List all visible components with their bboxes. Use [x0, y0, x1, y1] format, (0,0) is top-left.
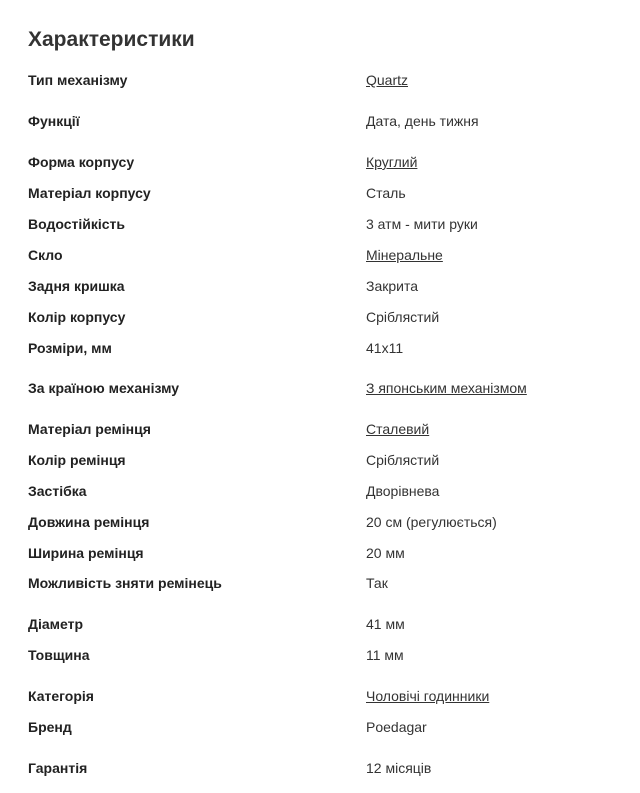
- spec-row-strap-width: [0, 541, 640, 565]
- spec-label: Категорія: [28, 688, 94, 704]
- spec-value: 11 мм: [366, 647, 404, 663]
- spec-value: Сталь: [366, 185, 406, 201]
- spec-label: За країною механізму: [28, 380, 180, 396]
- spec-value-link[interactable]: Мінеральне: [366, 247, 443, 263]
- spec-value: 20 мм: [366, 545, 405, 561]
- spec-label: Гарантія: [28, 760, 88, 776]
- spec-label: Ширина ремінця: [28, 545, 144, 561]
- spec-value: Закрита: [366, 278, 419, 294]
- spec-value-link[interactable]: Сталевий: [366, 421, 430, 437]
- spec-label: Діаметр: [28, 616, 84, 632]
- spec-value: Так: [366, 575, 388, 591]
- spec-label: Можливість зняти ремінець: [28, 575, 222, 591]
- spec-row-glass: [0, 243, 640, 267]
- spec-row-dimensions: [0, 336, 640, 360]
- spec-label: Колір ремінця: [28, 452, 126, 468]
- spec-value-link[interactable]: Чоловічі годинники: [366, 688, 490, 704]
- spec-row-case-shape: [0, 150, 640, 174]
- spec-row-movement-country: [0, 376, 640, 400]
- spec-row-brand: [0, 715, 640, 739]
- spec-label: Матеріал корпусу: [28, 185, 151, 201]
- spec-row-thickness: [0, 643, 640, 667]
- spec-label: Тип механізму: [28, 72, 128, 88]
- spec-row-strap-length: [0, 510, 640, 534]
- spec-row-case-color: [0, 305, 640, 329]
- spec-label: Розміри, мм: [28, 340, 112, 356]
- spec-row-water-resistance: [0, 212, 640, 236]
- spec-row-strap-material: [0, 417, 640, 441]
- section-title: Характеристики: [28, 28, 195, 51]
- spec-value: 20 см (регулюється): [366, 514, 497, 530]
- spec-value-link[interactable]: З японським механізмом: [366, 380, 527, 396]
- spec-value: 41 мм: [366, 616, 405, 632]
- spec-value: 41x11: [366, 340, 404, 356]
- spec-label: Функції: [28, 113, 80, 129]
- spec-row-strap-color: [0, 448, 640, 472]
- spec-value: Сріблястий: [366, 452, 440, 468]
- spec-row-category: [0, 684, 640, 708]
- spec-row-removable-strap: [0, 571, 640, 595]
- spec-row-movement-type: [0, 68, 640, 92]
- spec-label: Застібка: [28, 483, 87, 499]
- spec-label: Бренд: [28, 719, 72, 735]
- spec-value: Дата, день тижня: [366, 113, 479, 129]
- spec-label: Водостійкість: [28, 216, 126, 232]
- spec-value: Дворівнева: [366, 483, 440, 499]
- spec-value: Poedagar: [366, 719, 427, 735]
- spec-row-clasp: [0, 479, 640, 503]
- spec-value: 12 місяців: [366, 760, 432, 776]
- spec-label: Товщина: [28, 647, 90, 663]
- spec-value-link[interactable]: Круглий: [366, 154, 418, 170]
- spec-row-functions: [0, 109, 640, 133]
- spec-row-warranty: [0, 756, 640, 780]
- spec-value-link[interactable]: Quartz: [366, 72, 409, 88]
- spec-row-case-material: [0, 181, 640, 205]
- spec-label: Колір корпусу: [28, 309, 126, 325]
- spec-value: Сріблястий: [366, 309, 440, 325]
- spec-row-diameter: [0, 612, 640, 636]
- spec-label: Матеріал ремінця: [28, 421, 151, 437]
- spec-label: Задня кришка: [28, 278, 125, 294]
- spec-row-case-back: [0, 274, 640, 298]
- spec-value: 3 атм - мити руки: [366, 216, 478, 232]
- spec-label: Довжина ремінця: [28, 514, 150, 530]
- spec-label: Форма корпусу: [28, 154, 135, 170]
- spec-label: Скло: [28, 247, 63, 263]
